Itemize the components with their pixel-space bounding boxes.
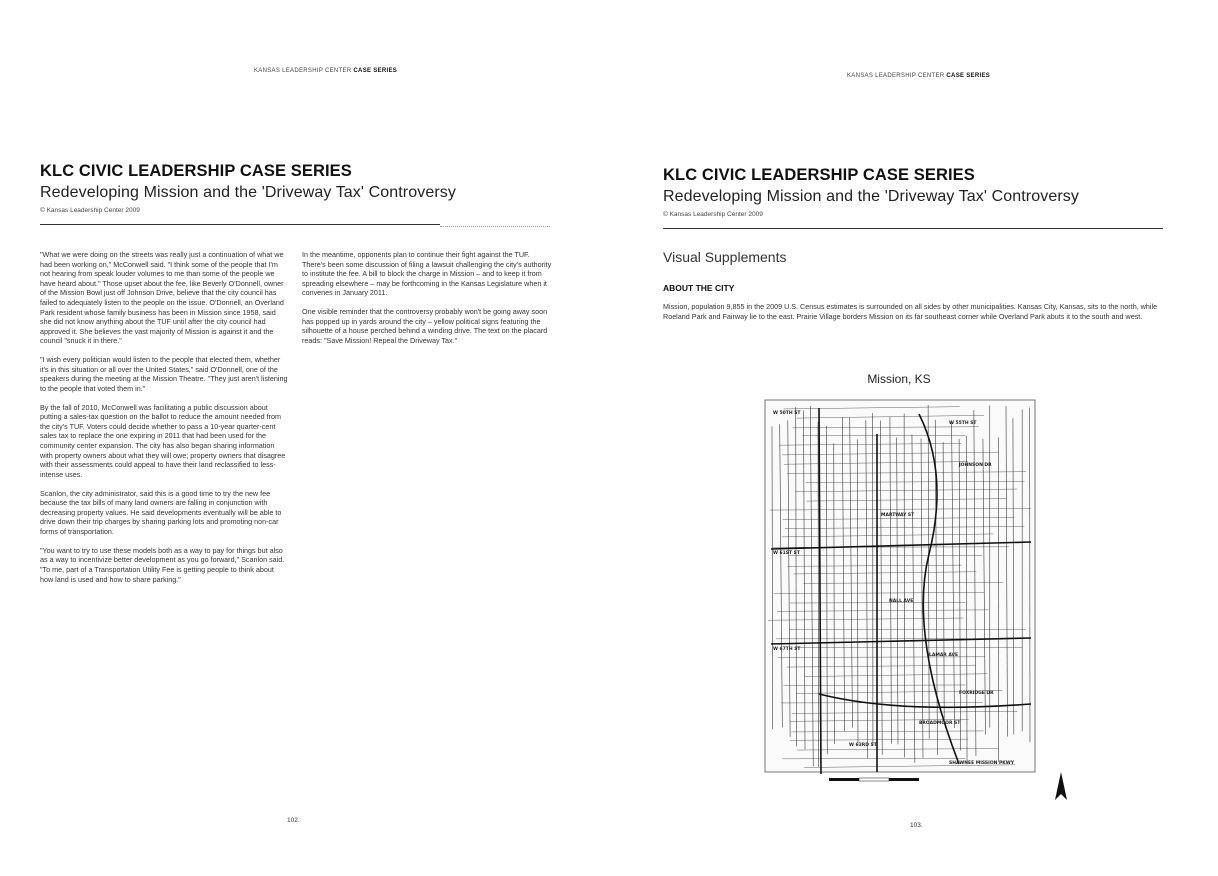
paragraph: "You want to try to use these models both as a way to pay for things but also as a way to incentivize better development as you go forward," Scanlon said. "To me, part of a Transportation Utility Fee is getting people to think about how land is used and how to share parking." (40, 545, 285, 584)
street-label: FOXRIDGE DR (959, 691, 994, 696)
street-label: SHAWNEE MISSION PKWY (949, 761, 1015, 766)
street-label: W 67TH ST (773, 647, 801, 652)
series-title: KLC CIVIC LEADERSHIP CASE SERIES (663, 166, 975, 184)
scale-segment (829, 778, 859, 781)
scale-segment (889, 778, 919, 781)
north-arrow-icon (1053, 770, 1069, 804)
street-label: W 63RD ST (849, 743, 877, 748)
street-label: W 55TH ST (949, 421, 977, 426)
about-text: Mission, population 9,855 in the 2009 U.S. Census estimates is surrounded on all sides by other municipalities. Kansas City, Kansas, sits to the north, while Roeland Park and Fairway lie to the east. Prairie Village borders Mission on its far southeast corner while Overland Park abuts it to the south and west. (663, 302, 1158, 321)
copyright-line: © Kansas Leadership Center 2009 (40, 207, 140, 214)
street-label: W 61ST ST (773, 551, 800, 556)
header-rule (663, 228, 1163, 229)
running-head (847, 73, 990, 79)
paragraph: "I wish every politician would listen to the people that elected them, whether it's in this situation or all over the United States," said O'Donnell, one of the speakers during the meeting at the Mission Theatre. "They just aren't listening to the people that voted them in." (40, 355, 288, 393)
right-page (609, 0, 1218, 876)
paragraph: By the fall of 2010, McConwell was facilitating a public discussion about putting a sales-tax question on the ballot to reduce the amount needed from the city's TUF. Voters could decide whether to pass a 10-year quarter-cent sales tax to replace the one expiring in 2011 that had been used for the community center expansion. The city has also began sharing information with property owners about what they will owe; property owners that disagree with their assessments could appeal to have their land reclassified to less-intense uses. (40, 402, 286, 479)
running-head-bold: CASE SERIES (946, 73, 991, 79)
section-heading: Visual Supplements (663, 249, 787, 265)
series-subtitle: Redeveloping Mission and the 'Driveway Tax' Controversy (663, 188, 1079, 205)
street-label: LAMAR AVE (929, 653, 959, 658)
street-label: NALL AVE (889, 599, 914, 604)
series-title: KLC CIVIC LEADERSHIP CASE SERIES (40, 162, 352, 180)
page-number: 103. (910, 822, 923, 829)
scale-segment (859, 778, 889, 781)
scale-bar (829, 778, 919, 781)
running-head (254, 68, 397, 74)
paragraph: In the meantime, opponents plan to continue their fight against the TUF. There's been some discussion of filing a lawsuit challenging the city's authority to institute the fee. A bill to block the charge in Mission – and to keep it from spreading elsewhere – may be forthcoming in the Kansas Legislature when it convenes in January 2011. (302, 250, 552, 298)
paragraph: "What we were doing on the streets was really just a continuation of what we had been working on," McConwell said. "I think some of the people that I'm not hearing from speak louder volumes to me than some of the people we have heard about." Those upset about the fee, like Beverly O'Donnell, owner of the Mission Bowl just off Johnson Drive, believe that the city council has failed to adequately listen to the people on the issue. O'Donnell, an Overland Park resident whose family business has been in Mission since 1958, said she did not know anything about the TUF until after the city council had approved it. She believes the vast majority of Mission is against it and the council "snuck it in there." (40, 250, 284, 346)
body-column-1 (40, 250, 288, 593)
copyright-line: © Kansas Leadership Center 2009 (663, 211, 763, 218)
map-frame (765, 400, 1035, 772)
street-label: JOHNSON DR (959, 463, 992, 468)
header-rule (40, 224, 440, 225)
street-label: W 50TH ST (773, 411, 801, 416)
map-title: Mission, KS (867, 372, 931, 386)
running-head-bold: CASE SERIES (353, 68, 398, 74)
paragraph: One visible reminder that the controversy probably won't be going away soon has popped up in yards around the city – yellow political signs featuring the silhouette of a house perched behind a winding drive. The text on the placard reads: "Save Mission! Repeal the Driveway Tax." (302, 307, 548, 345)
header-rule-dotted (440, 226, 550, 227)
running-head-light: KANSAS LEADERSHIP CENTER (847, 73, 945, 79)
series-subtitle: Redeveloping Mission and the 'Driveway Tax' Controversy (40, 184, 456, 201)
city-map (759, 394, 1049, 794)
running-head-light: KANSAS LEADERSHIP CENTER (254, 68, 352, 74)
street-label: BROADMOOR ST (919, 721, 961, 726)
page-number: 102. (287, 817, 300, 824)
about-heading: ABOUT THE CITY (663, 283, 735, 293)
paragraph: Scanlon, the city administrator, said this is a good time to try the new fee because the tax bills of many land owners are falling in conjunction with decreasing property values. He said developments eventually will be able to drive down their trip charges by sharing parking lots and promoting non-car forms of transportation. (40, 488, 282, 536)
street-label: MARTWAY ST (881, 513, 915, 518)
body-column-2 (302, 250, 552, 355)
